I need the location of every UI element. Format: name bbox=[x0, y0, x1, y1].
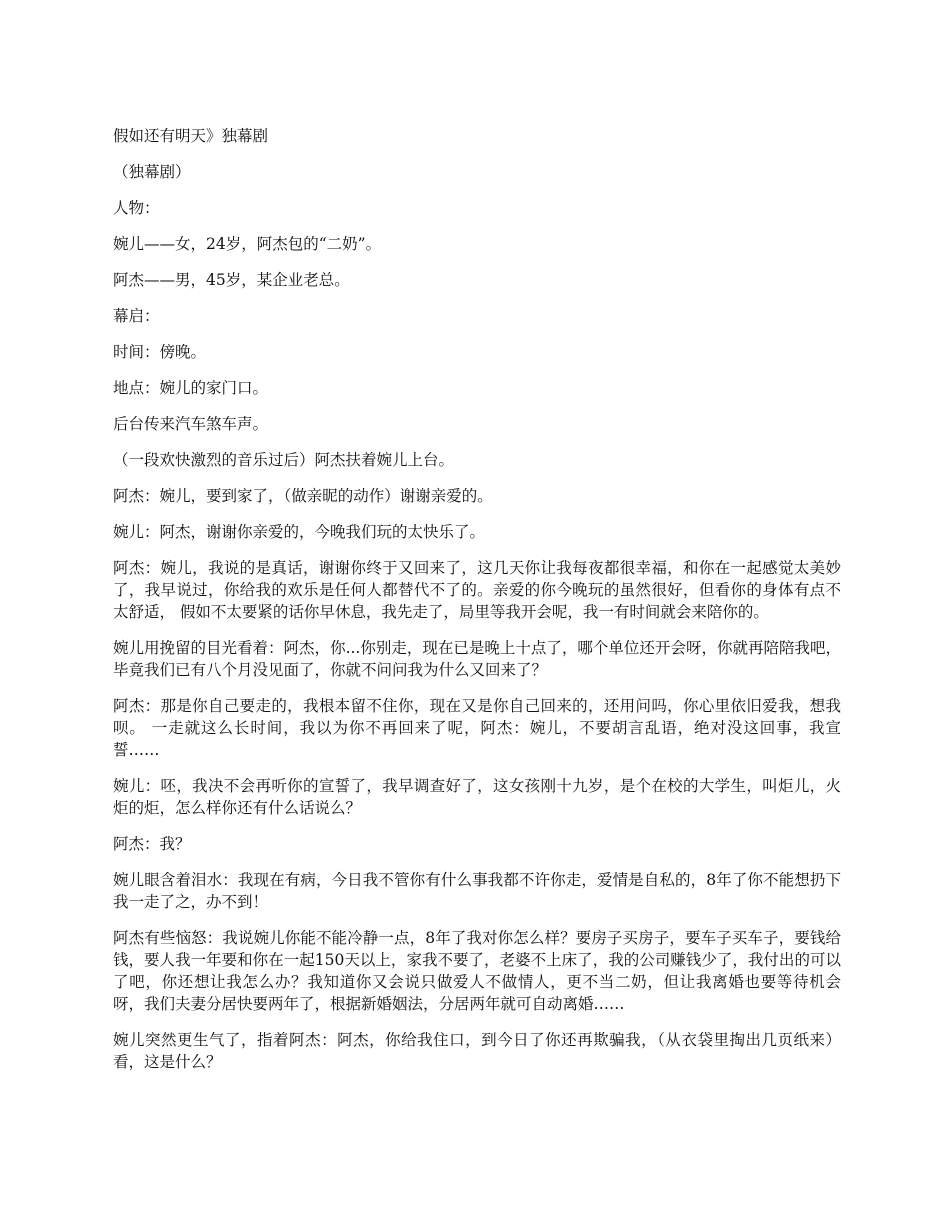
dialogue-paragraph: 婉儿用挽留的目光看着：阿杰，你...你别走，现在已是晚上十点了，哪个单位还开会呀，你就再陪陪我吧，毕竟我们已有八个月没见面了，你就不问问我为什么又回来了？ bbox=[113, 639, 841, 679]
setting-time: 时间：傍晚。 bbox=[113, 343, 207, 361]
genre-note: （独幕剧） bbox=[113, 163, 191, 181]
stage-direction: （一段欢快激烈的音乐过后）阿杰扶着婉儿上台。 bbox=[113, 451, 455, 469]
document-title: 假如还有明天》独幕剧 bbox=[113, 127, 269, 145]
document-body bbox=[113, 125, 841, 1087]
dialogue-paragraph: 婉儿突然更生气了，指着阿杰：阿杰，你给我住口，到今日了你还再欺骗我，（从衣袋里掏出几页纸来）看，这是什么？ bbox=[113, 1031, 841, 1071]
characters-heading: 人物： bbox=[113, 199, 160, 217]
dialogue-paragraph: 阿杰：那是你自己要走的，我根本留不住你，现在又是你自己回来的，还用问吗，你心里依旧爱我，想我呗。 一走就这么长时间，我以为你不再回来了呢，阿杰：婉儿，不要胡言乱语，绝对没这回事，我宣誓…… bbox=[113, 697, 841, 759]
dialogue-paragraph: 婉儿：呸，我决不会再听你的宣誓了，我早调查好了，这女孩刚十九岁，是个在校的大学生，叫炬儿，火炬的炬，怎么样你还有什么话说么？ bbox=[113, 777, 841, 817]
character-a-jie: 阿杰——男，45岁，某企业老总。 bbox=[113, 271, 350, 289]
dialogue-paragraph: 阿杰：婉儿，要到家了，（做亲昵的动作）谢谢亲爱的。 bbox=[113, 487, 493, 505]
character-wan-er: 婉儿——女，24岁，阿杰包的“二奶”。 bbox=[113, 235, 382, 253]
curtain-rise-heading: 幕启： bbox=[113, 307, 160, 325]
dialogue-paragraph: 阿杰：婉儿，我说的是真话，谢谢你终于又回来了，这几天你让我每夜都很幸福，和你在一起感觉太美妙了，我早说过，你给我的欢乐是任何人都替代不了的。亲爱的你今晚玩的虽然很好，但看你的身体有点不太舒适， 假如不太要紧的话你早休息，我先走了，局里等我开会呢，我一有时间就会来陪你的。 bbox=[113, 559, 841, 621]
dialogue-paragraph: 婉儿眼含着泪水：我现在有病，今日我不管你有什么事我都不许你走，爱情是自私的，8年了你不能想扔下我一走了之，办不到！ bbox=[113, 871, 841, 911]
dialogue-paragraph: 阿杰有些恼怒：我说婉儿你能不能冷静一点，8年了我对你怎么样？要房子买房子，要车子买车子，要钱给钱，要人我一年要和你在一起150天以上，家我不要了，老婆不上床了，我的公司赚钱少了，我付出的可以了吧，你还想让我怎么办？我知道你又会说只做爱人不做情人，更不当二奶，但让我离婚也要等待机会呀，我们夫妻分居快要两年了，根据新婚姻法，分居两年就可自动离婚…… bbox=[113, 929, 841, 1013]
dialogue-paragraph: 婉儿：阿杰，谢谢你亲爱的，今晚我们玩的太快乐了。 bbox=[113, 523, 486, 541]
setting-place: 地点：婉儿的家门口。 bbox=[113, 379, 269, 397]
stage-direction: 后台传来汽车煞车声。 bbox=[113, 415, 269, 433]
dialogue-paragraph: 阿杰：我？ bbox=[113, 835, 191, 853]
